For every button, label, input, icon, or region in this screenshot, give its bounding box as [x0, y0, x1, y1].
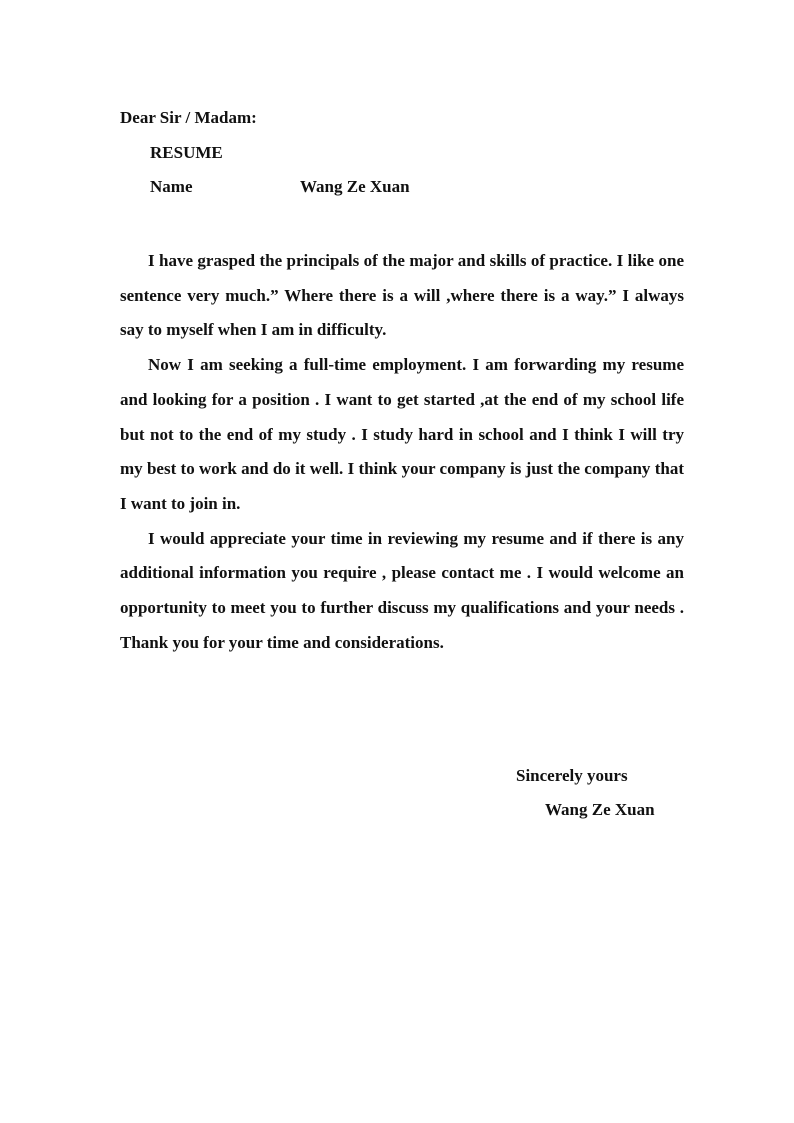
name-label: Name: [150, 177, 193, 196]
closing: Sincerely yours: [516, 766, 628, 785]
signature: Wang Ze Xuan: [545, 800, 655, 819]
letter-body: [120, 244, 684, 660]
paragraph-1: I have grasped the principals of the major and skills of practice. I like one sentence very much.” Where there is a will ,where there is a way.” I always say to myself when I am in difficulty.: [120, 251, 684, 340]
name-value: Wang Ze Xuan: [300, 177, 410, 196]
paragraph-2: Now I am seeking a full-time employment. I am forwarding my resume and looking for a position . I want to get started ,at the end of my school life but not to the end of my study . I study hard in school and I think I will try my best to work and do it well. I think your company is just the company that I want to join in.: [120, 355, 684, 513]
name-row: [150, 176, 410, 198]
paragraph-3: I would appreciate your time in reviewing my resume and if there is any additional information you require , please contact me . I would welcome an opportunity to meet you to further discuss my qualifications and your needs . Thank you for your time and considerations.: [120, 528, 684, 652]
salutation: Dear Sir / Madam:: [120, 108, 257, 127]
resume-heading: RESUME: [150, 143, 223, 162]
